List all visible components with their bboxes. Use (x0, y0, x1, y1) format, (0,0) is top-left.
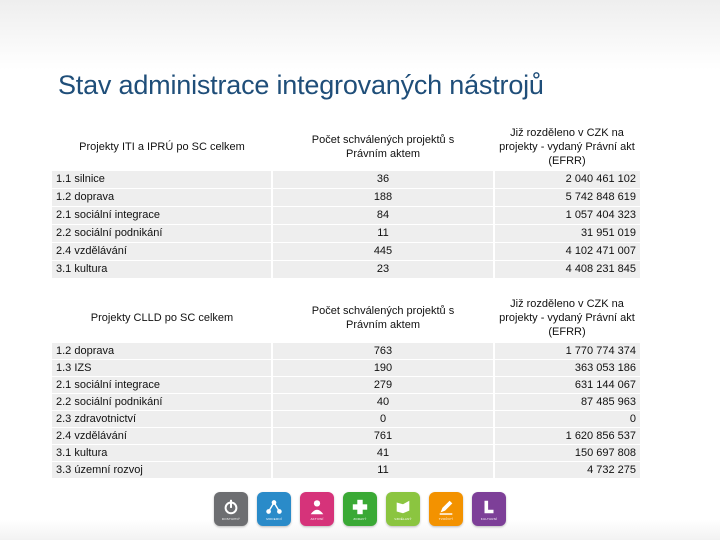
row-amount: 631 144 067 (494, 376, 640, 393)
clld-table (52, 294, 640, 478)
column-header-sc: Projekty CLLD po SC celkem (52, 294, 272, 342)
network-tile (257, 492, 291, 526)
table-row (52, 342, 640, 359)
row-label: 2.3 zdravotnictví (52, 410, 272, 427)
table-row (52, 260, 640, 278)
row-amount: 5 742 848 619 (494, 188, 640, 206)
row-amount: 4 732 275 (494, 461, 640, 478)
row-amount: 87 485 963 (494, 393, 640, 410)
row-count: 23 (272, 260, 494, 278)
row-label: 2.4 vzdělávání (52, 242, 272, 260)
table-row (52, 376, 640, 393)
tile-label: TVOŘIVÝ (438, 516, 454, 521)
row-amount: 4 102 471 007 (494, 242, 640, 260)
row-label: 2.4 vzdělávání (52, 427, 272, 444)
row-label: 2.1 sociální integrace (52, 206, 272, 224)
row-amount: 1 057 404 323 (494, 206, 640, 224)
table-row (52, 393, 640, 410)
row-count: 41 (272, 444, 494, 461)
row-amount: 31 951 019 (494, 224, 640, 242)
tile-label: VZDĚLANÝ (394, 516, 412, 521)
l-shape-tile (472, 492, 506, 526)
table-header-row (52, 294, 640, 342)
book-tile (386, 492, 420, 526)
row-amount: 2 040 461 102 (494, 170, 640, 188)
plus-icon (351, 498, 369, 516)
tile-label: KULTURNÍ (480, 516, 498, 521)
plus-tile (343, 492, 377, 526)
table-row (52, 170, 640, 188)
row-count: 763 (272, 342, 494, 359)
pen-icon (437, 498, 455, 516)
row-label: 2.2 sociální podnikání (52, 393, 272, 410)
row-count: 188 (272, 188, 494, 206)
table-row (52, 444, 640, 461)
row-count: 761 (272, 427, 494, 444)
row-label: 1.1 silnice (52, 170, 272, 188)
table-row (52, 206, 640, 224)
page-title: Stav administrace integrovaných nástrojů (58, 70, 544, 100)
row-amount: 363 053 186 (494, 359, 640, 376)
row-label: 2.1 sociální integrace (52, 376, 272, 393)
power-icon (222, 498, 240, 516)
row-count: 11 (272, 224, 494, 242)
row-label: 1.3 IZS (52, 359, 272, 376)
row-label: 2.2 sociální podnikání (52, 224, 272, 242)
row-count: 40 (272, 393, 494, 410)
tile-label: ZDRAVÝ (353, 516, 367, 521)
row-count: 445 (272, 242, 494, 260)
pen-tile (429, 492, 463, 526)
book-icon (394, 498, 412, 516)
table-row (52, 188, 640, 206)
row-count: 0 (272, 410, 494, 427)
column-header-sc: Projekty ITI a IPRÚ po SC celkem (52, 124, 272, 170)
tile-label: AKTIVNÍ (310, 516, 324, 521)
table-row (52, 461, 640, 478)
row-label: 3.3 územní rozvoj (52, 461, 272, 478)
row-count: 36 (272, 170, 494, 188)
column-header-amount: Již rozděleno v CZK na projekty - vydaný Právní akt (EFRR) (494, 294, 640, 342)
table-row (52, 224, 640, 242)
tile-label: DOSTUPNÝ (221, 516, 241, 521)
row-count: 11 (272, 461, 494, 478)
table-row (52, 242, 640, 260)
row-label: 1.2 doprava (52, 342, 272, 359)
row-label: 3.1 kultura (52, 260, 272, 278)
person-icon (308, 498, 326, 516)
person-tile (300, 492, 334, 526)
table-row (52, 427, 640, 444)
row-label: 1.2 doprava (52, 188, 272, 206)
row-amount: 0 (494, 410, 640, 427)
l-shape-icon (480, 498, 498, 516)
table-header-row (52, 124, 640, 170)
row-amount: 4 408 231 845 (494, 260, 640, 278)
row-count: 84 (272, 206, 494, 224)
row-label: 3.1 kultura (52, 444, 272, 461)
row-amount: 1 620 856 537 (494, 427, 640, 444)
tile-label: MODERNÍ (266, 516, 282, 521)
network-icon (265, 498, 283, 516)
row-count: 279 (272, 376, 494, 393)
column-header-count: Počet schválených projektů s Právním aktem (272, 294, 494, 342)
column-header-count: Počet schválených projektů s Právním aktem (272, 124, 494, 170)
priority-icons-row (214, 492, 506, 526)
row-amount: 150 697 808 (494, 444, 640, 461)
column-header-amount: Již rozděleno v CZK na projekty - vydaný Právní akt (EFRR) (494, 124, 640, 170)
power-tile (214, 492, 248, 526)
table-row (52, 359, 640, 376)
row-count: 190 (272, 359, 494, 376)
row-amount: 1 770 774 374 (494, 342, 640, 359)
iti-ipru-table (52, 124, 640, 278)
table-row (52, 410, 640, 427)
